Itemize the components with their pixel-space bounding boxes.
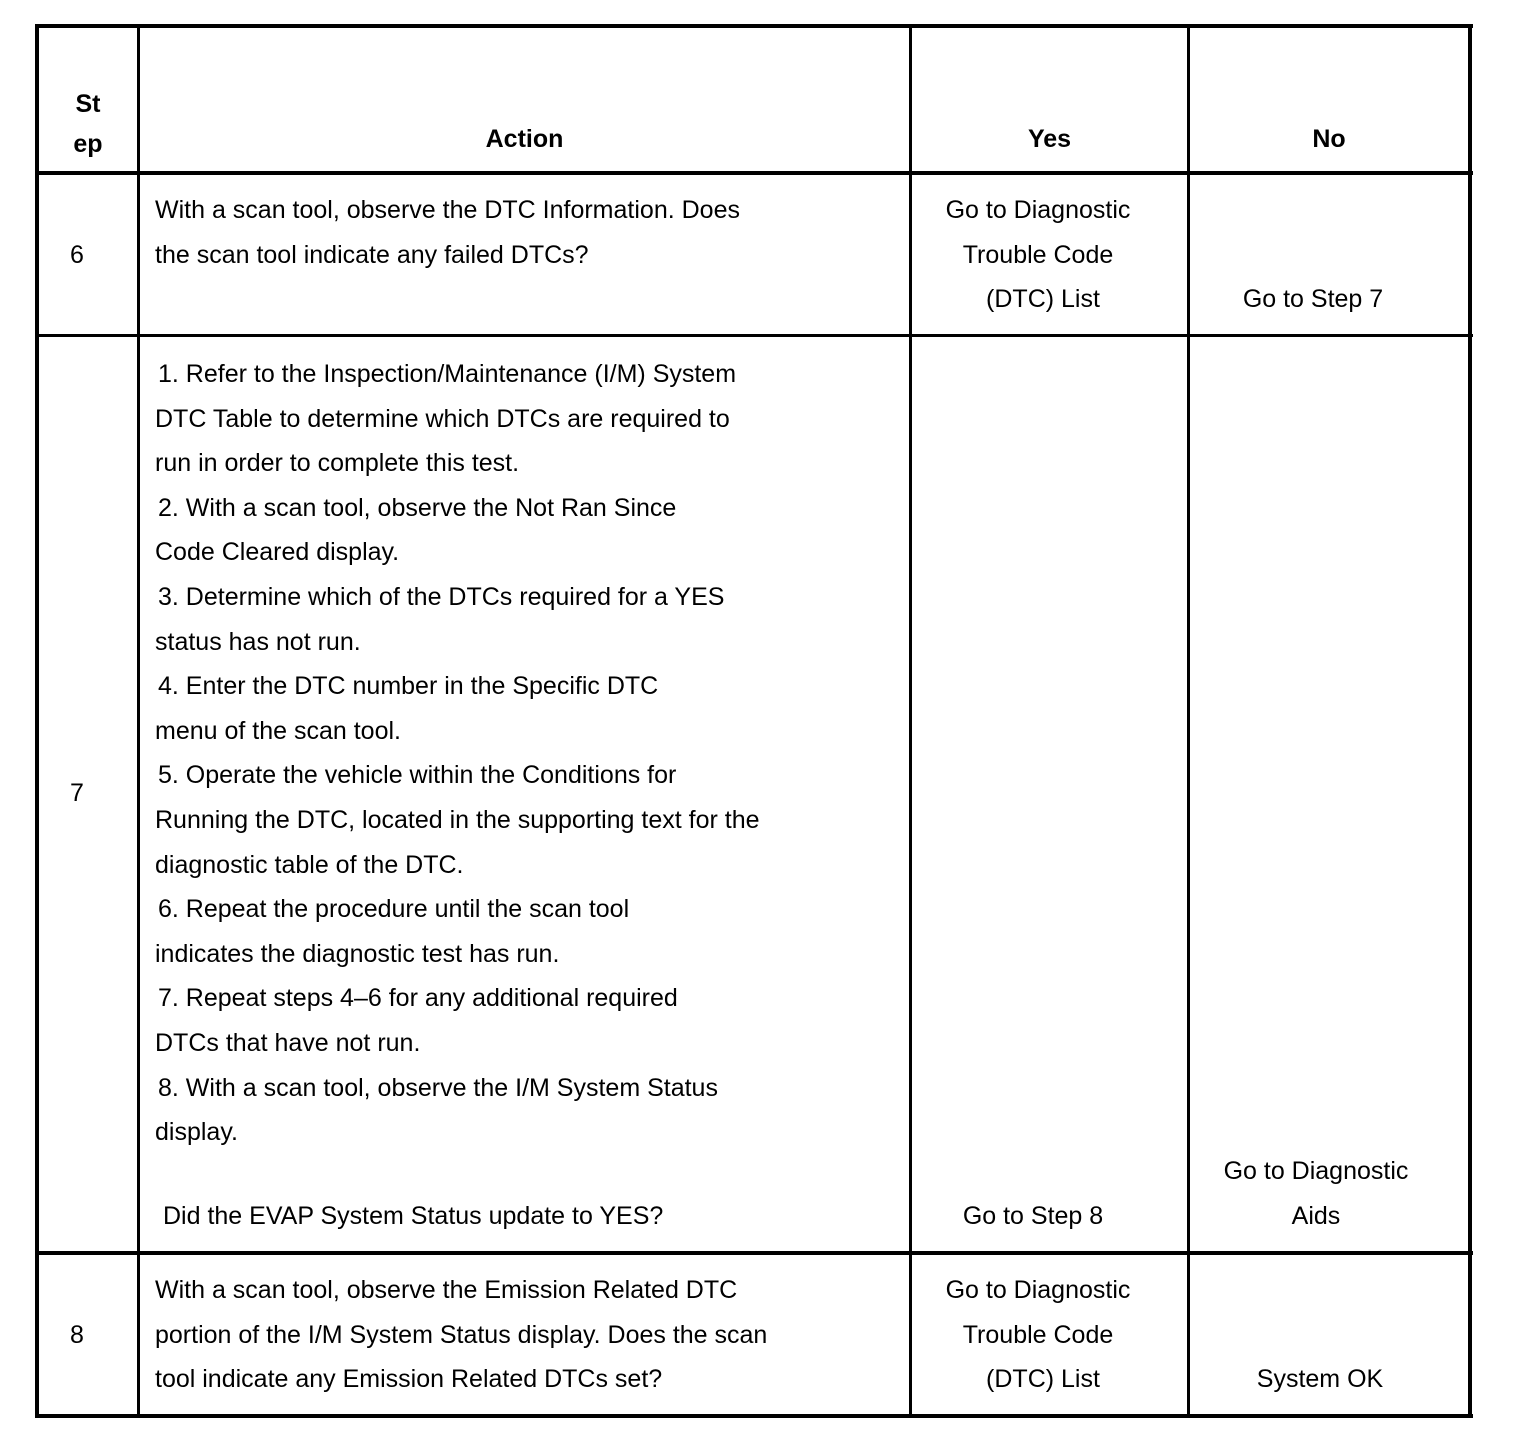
text-line: menu of the scan tool. [155, 716, 401, 745]
yes-result [912, 188, 1164, 322]
text-line: With a scan tool, observe the DTC Information. Does [155, 196, 740, 224]
no-result [1190, 277, 1436, 322]
header-no: No [1312, 125, 1346, 153]
text-line: run in order to complete this test. [155, 449, 520, 478]
text-line: display. [155, 1118, 238, 1147]
step-number: 8 [70, 1321, 84, 1349]
header-step [39, 84, 137, 164]
text-line: tool indicate any Emission Related DTCs set? [155, 1365, 663, 1394]
table-border-right [1468, 24, 1472, 1418]
header-step-line: ep [73, 130, 103, 158]
text-line: (DTC) List [986, 285, 1100, 314]
text-line: 4. Enter the DTC number in the Specific DTC [158, 672, 659, 701]
step-number: 7 [70, 779, 84, 807]
text-line: DTC Table to determine which DTCs are required to [155, 404, 730, 433]
row-divider [35, 1251, 1473, 1255]
text-line: Code Cleared display. [155, 538, 400, 567]
no-result [1190, 1357, 1450, 1402]
text-line: Trouble Code [962, 240, 1114, 269]
action-text [155, 352, 760, 1155]
text-line: 7. Repeat steps 4–6 for any additional required [158, 984, 678, 1013]
text-line: Go to Step 8 [962, 1202, 1104, 1230]
text-line: status has not run. [155, 627, 361, 656]
action-text [155, 1268, 767, 1402]
yes-result [912, 1268, 1164, 1402]
text-line: 8. With a scan tool, observe the I/M System Status [158, 1073, 718, 1102]
header-divider [35, 171, 1473, 175]
text-line: indicates the diagnostic test has run. [155, 939, 560, 968]
text-line: the scan tool indicate any failed DTCs? [155, 240, 589, 269]
text-line: (DTC) List [986, 1365, 1100, 1394]
step-number: 6 [70, 241, 84, 269]
table-border-top [35, 24, 1473, 28]
action-question: Did the EVAP System Status update to YES? [163, 1202, 664, 1230]
text-line: 2. With a scan tool, observe the Not Ran Since [158, 493, 677, 522]
text-line: DTCs that have not run. [155, 1028, 421, 1057]
text-line: Go to Diagnostic [945, 1276, 1131, 1304]
text-line: System OK [1256, 1365, 1384, 1393]
text-line: 6. Repeat the procedure until the scan tool [158, 895, 630, 924]
text-line: With a scan tool, observe the Emission Related DTC [155, 1276, 738, 1304]
text-line: Trouble Code [962, 1320, 1114, 1349]
text-line: Go to Step 7 [1242, 285, 1384, 313]
header-step-line: St [75, 90, 101, 118]
text-line: Running the DTC, located in the supporting text for the [155, 805, 760, 834]
yes-result [912, 1194, 1154, 1239]
no-result [1190, 1149, 1442, 1238]
text-line: Go to Diagnostic [1223, 1157, 1409, 1185]
header-yes: Yes [1027, 125, 1072, 153]
text-line: Aids [1291, 1201, 1341, 1230]
row-divider [35, 334, 1473, 337]
text-line: Go to Diagnostic [945, 196, 1131, 224]
text-line: 5. Operate the vehicle within the Conditions for [158, 761, 677, 790]
text-line: 1. Refer to the Inspection/Maintenance (I/M) System [158, 360, 737, 388]
text-line: diagnostic table of the DTC. [155, 850, 464, 879]
column-divider [137, 24, 140, 1418]
header-action: Action [485, 125, 564, 153]
text-line: portion of the I/M System Status display. Does the scan [155, 1320, 768, 1349]
action-text [155, 188, 740, 277]
table-border-bottom [35, 1414, 1473, 1418]
text-line: 3. Determine which of the DTCs required for a YES [158, 582, 725, 611]
